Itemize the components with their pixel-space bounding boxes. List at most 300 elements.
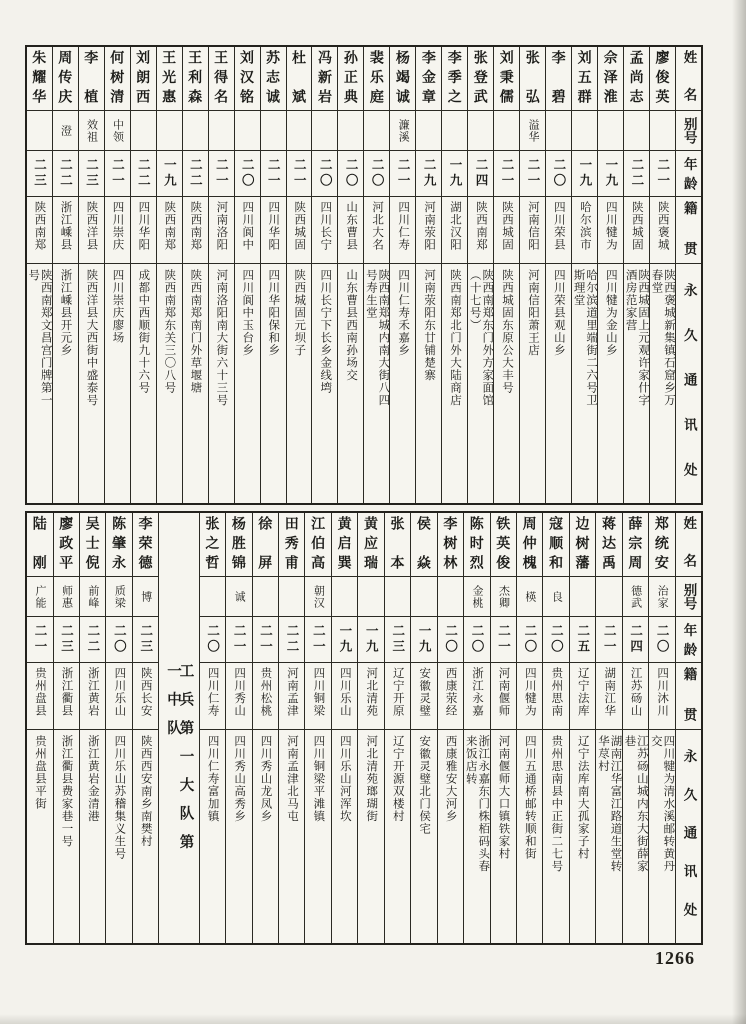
alias-cell-text: 德武 bbox=[629, 584, 642, 609]
age-cell-text: 二一 bbox=[525, 158, 540, 189]
name-cell-text: 李金章 bbox=[420, 50, 437, 103]
name-cell bbox=[27, 47, 52, 111]
name-cell-text: 周传庆 bbox=[57, 50, 74, 103]
native-cell-text: 浙江嵊县 bbox=[59, 201, 72, 251]
name-cell bbox=[546, 47, 571, 111]
native-cell-text: 河南洛阳 bbox=[215, 201, 228, 251]
native-cell-text: 陕西长安 bbox=[139, 667, 152, 717]
age-cell-text: 二一 bbox=[33, 624, 48, 655]
alias-cell bbox=[332, 577, 357, 617]
alias-cell-text: 中领 bbox=[111, 118, 124, 143]
age-cell bbox=[517, 617, 542, 663]
name-cell bbox=[261, 47, 286, 111]
person-column bbox=[384, 513, 410, 943]
header-alias-cell bbox=[676, 111, 701, 151]
person-column bbox=[519, 47, 545, 503]
native-cell-text: 陕西南郑 bbox=[163, 201, 176, 251]
alias-cell bbox=[598, 111, 623, 151]
age-cell-text: 二一 bbox=[292, 158, 307, 189]
native-cell bbox=[253, 663, 278, 730]
alias-cell bbox=[442, 111, 467, 151]
native-cell bbox=[543, 663, 568, 730]
age-cell bbox=[364, 151, 389, 197]
header-name-cell bbox=[676, 513, 701, 577]
person-column bbox=[389, 47, 415, 503]
header-alias-cell bbox=[676, 577, 701, 617]
address-cell-text: 山东曹县西南孙场交 bbox=[345, 269, 358, 382]
header-age-cell-text: 年龄 bbox=[681, 157, 697, 190]
native-cell bbox=[287, 197, 312, 264]
age-cell bbox=[253, 617, 278, 663]
address-cell bbox=[364, 264, 389, 503]
address-cell bbox=[494, 264, 519, 503]
address-cell-text: 河南信阳萧王店 bbox=[526, 269, 539, 357]
native-cell bbox=[261, 197, 286, 264]
alias-cell-text: 治家 bbox=[656, 584, 669, 609]
roster-table-top bbox=[25, 45, 703, 505]
address-cell bbox=[358, 730, 383, 943]
alias-cell bbox=[200, 577, 225, 617]
name-cell-text: 李树林 bbox=[442, 516, 459, 569]
native-cell-text: 陕西洋县 bbox=[85, 201, 98, 251]
alias-cell bbox=[543, 577, 568, 617]
name-cell bbox=[598, 47, 623, 111]
header-address-cell bbox=[676, 730, 701, 943]
alias-cell bbox=[157, 111, 182, 151]
address-cell-text: 四川五通桥邮转顺和街 bbox=[523, 735, 536, 860]
age-cell bbox=[183, 151, 208, 197]
name-cell-text: 黄启巽 bbox=[336, 516, 353, 569]
person-column bbox=[104, 47, 130, 503]
native-cell bbox=[157, 197, 182, 264]
native-cell bbox=[80, 663, 105, 730]
age-cell bbox=[261, 151, 286, 197]
person-column bbox=[463, 513, 489, 943]
header-address-cell-text: 永久通讯处 bbox=[681, 283, 697, 476]
age-cell-text: 二三 bbox=[32, 158, 47, 189]
native-cell bbox=[546, 197, 571, 264]
name-cell bbox=[131, 47, 156, 111]
address-cell bbox=[411, 730, 436, 943]
name-cell-text: 刘汉铭 bbox=[239, 50, 256, 103]
person-column bbox=[493, 47, 519, 503]
age-cell bbox=[157, 151, 182, 197]
address-cell bbox=[650, 264, 675, 503]
address-cell bbox=[200, 730, 225, 943]
name-cell-text: 苏志诚 bbox=[265, 50, 282, 103]
alias-cell-text: 澄 bbox=[59, 124, 72, 137]
name-cell-text: 郑统安 bbox=[653, 516, 670, 569]
age-cell bbox=[27, 617, 52, 663]
name-cell bbox=[200, 513, 225, 577]
name-cell bbox=[468, 47, 493, 111]
native-cell-text: 河南偃师 bbox=[497, 667, 510, 717]
alias-cell bbox=[79, 111, 104, 151]
person-column bbox=[490, 513, 516, 943]
native-cell bbox=[133, 663, 158, 730]
alias-cell bbox=[416, 111, 441, 151]
name-cell-text: 陆刚 bbox=[31, 516, 48, 569]
person-column bbox=[622, 513, 648, 943]
alias-cell bbox=[358, 577, 383, 617]
native-cell bbox=[106, 663, 131, 730]
alias-cell bbox=[520, 111, 545, 151]
address-cell-text: 四川犍为金山乡 bbox=[604, 269, 617, 357]
alias-cell bbox=[364, 111, 389, 151]
alias-cell bbox=[27, 577, 52, 617]
address-cell-text: 成都中西顺街九十六号 bbox=[137, 269, 150, 394]
name-cell bbox=[235, 47, 260, 111]
age-cell-text: 二二 bbox=[284, 624, 299, 655]
name-cell bbox=[312, 47, 337, 111]
native-cell-text: 河北清苑 bbox=[365, 667, 378, 717]
person-column bbox=[252, 513, 278, 943]
age-cell-text: 一九 bbox=[364, 624, 379, 655]
person-column bbox=[337, 47, 363, 503]
native-cell bbox=[572, 197, 597, 264]
age-cell-text: 二一 bbox=[655, 158, 670, 189]
age-cell bbox=[79, 151, 104, 197]
age-cell bbox=[649, 617, 674, 663]
header-age-cell bbox=[676, 151, 701, 197]
address-cell bbox=[80, 730, 105, 943]
person-column bbox=[516, 513, 542, 943]
age-cell bbox=[623, 617, 648, 663]
alias-cell bbox=[570, 577, 595, 617]
header-alias-cell-text: 别号 bbox=[681, 583, 697, 610]
name-cell bbox=[54, 513, 79, 577]
address-cell bbox=[133, 730, 158, 943]
age-cell-text: 一九 bbox=[417, 624, 432, 655]
address-cell bbox=[520, 264, 545, 503]
age-cell bbox=[494, 151, 519, 197]
unit-divider-cell bbox=[159, 513, 198, 943]
native-cell bbox=[438, 663, 463, 730]
address-cell bbox=[491, 730, 516, 943]
header-name-cell-text: 姓名 bbox=[681, 516, 697, 567]
native-cell bbox=[411, 663, 436, 730]
address-cell-text: 辽宁开源双楼村 bbox=[391, 735, 404, 823]
person-column bbox=[415, 47, 441, 503]
address-cell-text: 四川荣县观山乡 bbox=[552, 269, 565, 357]
person-column bbox=[182, 47, 208, 503]
person-column bbox=[53, 513, 79, 943]
name-cell-text: 寇顺和 bbox=[548, 516, 565, 569]
name-cell-text: 薛宗周 bbox=[627, 516, 644, 569]
person-column bbox=[208, 47, 234, 503]
age-cell bbox=[596, 617, 621, 663]
person-column bbox=[357, 513, 383, 943]
person-column bbox=[363, 47, 389, 503]
person-column bbox=[571, 47, 597, 503]
age-cell bbox=[209, 151, 234, 197]
age-cell bbox=[106, 617, 131, 663]
age-cell bbox=[572, 151, 597, 197]
person-column bbox=[156, 47, 182, 503]
name-cell-text: 张本 bbox=[389, 516, 406, 569]
alias-cell-text: 博 bbox=[139, 590, 152, 603]
name-cell-text: 王得名 bbox=[213, 50, 230, 103]
address-cell bbox=[390, 264, 415, 503]
name-cell-text: 刘朗西 bbox=[135, 50, 152, 103]
header-native-cell bbox=[676, 197, 701, 264]
person-column bbox=[27, 513, 52, 943]
address-cell bbox=[543, 730, 568, 943]
name-cell-text: 冯新岩 bbox=[316, 50, 333, 103]
age-cell-text: 二一 bbox=[258, 624, 273, 655]
age-cell-text: 一九 bbox=[337, 624, 352, 655]
native-cell bbox=[491, 663, 516, 730]
native-cell-text: 四川华阳 bbox=[137, 201, 150, 251]
alias-cell bbox=[390, 111, 415, 151]
address-cell-text: 陕西城固元坝子 bbox=[293, 269, 306, 357]
age-cell-text: 二三 bbox=[138, 624, 153, 655]
address-cell bbox=[27, 730, 52, 943]
name-cell bbox=[464, 513, 489, 577]
alias-cell bbox=[131, 111, 156, 151]
native-cell bbox=[183, 197, 208, 264]
native-cell bbox=[105, 197, 130, 264]
alias-cell bbox=[312, 111, 337, 151]
age-cell bbox=[133, 617, 158, 663]
address-cell bbox=[546, 264, 571, 503]
native-cell bbox=[517, 663, 542, 730]
native-cell bbox=[650, 197, 675, 264]
native-cell bbox=[494, 197, 519, 264]
name-cell bbox=[287, 47, 312, 111]
age-cell bbox=[235, 151, 260, 197]
alias-cell-text: 诚 bbox=[233, 590, 246, 603]
alias-cell bbox=[53, 111, 78, 151]
native-cell bbox=[338, 197, 363, 264]
name-cell bbox=[209, 47, 234, 111]
native-cell-text: 四川华阳 bbox=[267, 201, 280, 251]
native-cell-text: 江苏砀山 bbox=[629, 667, 642, 717]
native-cell bbox=[358, 663, 383, 730]
name-cell bbox=[332, 513, 357, 577]
name-cell bbox=[520, 47, 545, 111]
age-cell-text: 二四 bbox=[474, 158, 489, 189]
alias-cell bbox=[261, 111, 286, 151]
age-cell bbox=[200, 617, 225, 663]
alias-cell bbox=[279, 577, 304, 617]
native-cell-text: 贵州思南 bbox=[550, 667, 563, 717]
name-cell bbox=[411, 513, 436, 577]
alias-cell bbox=[491, 577, 516, 617]
native-cell-text: 四川仁寿 bbox=[206, 667, 219, 717]
alias-cell-text: 广能 bbox=[34, 584, 47, 609]
alias-cell bbox=[80, 577, 105, 617]
address-cell bbox=[385, 730, 410, 943]
person-column bbox=[441, 47, 467, 503]
name-cell bbox=[226, 513, 251, 577]
address-cell-text: 陕西南郑文昌宫门牌第一号 bbox=[27, 269, 52, 407]
address-cell-text: 四川华阳保和乡 bbox=[267, 269, 280, 357]
name-cell-text: 孙正典 bbox=[342, 50, 359, 103]
name-cell bbox=[279, 513, 304, 577]
person-column bbox=[437, 513, 463, 943]
alias-cell bbox=[133, 577, 158, 617]
age-cell-text: 二一 bbox=[496, 624, 511, 655]
scan-bottom-shade bbox=[0, 1014, 746, 1024]
age-cell bbox=[546, 151, 571, 197]
header-column bbox=[675, 513, 701, 943]
native-cell-text: 四川乐山 bbox=[113, 667, 126, 717]
alias-cell bbox=[287, 111, 312, 151]
alias-cell bbox=[468, 111, 493, 151]
person-column bbox=[234, 47, 260, 503]
native-cell bbox=[226, 663, 251, 730]
alias-cell bbox=[494, 111, 519, 151]
person-column bbox=[569, 513, 595, 943]
native-cell bbox=[624, 197, 649, 264]
name-cell-text: 张之哲 bbox=[204, 516, 221, 569]
name-cell-text: 李荣德 bbox=[137, 516, 154, 569]
age-cell bbox=[131, 151, 156, 197]
address-cell-text: 河南孟津北马屯 bbox=[285, 735, 298, 823]
name-cell-text: 裴乐庭 bbox=[368, 50, 385, 103]
age-cell bbox=[358, 617, 383, 663]
address-cell-text: 四川阆中玉台乡 bbox=[241, 269, 254, 357]
name-cell bbox=[624, 47, 649, 111]
address-cell-text: 四川乐山河浑坎 bbox=[338, 735, 351, 823]
person-column bbox=[132, 513, 158, 943]
alias-cell bbox=[105, 111, 130, 151]
address-cell-text: 四川仁寿富加镇 bbox=[206, 735, 219, 823]
alias-cell bbox=[183, 111, 208, 151]
alias-cell-text: 质梁 bbox=[113, 584, 126, 609]
alias-cell-text: 金桃 bbox=[471, 584, 484, 609]
alias-cell bbox=[464, 577, 489, 617]
age-cell-text: 二一 bbox=[232, 624, 247, 655]
native-cell-text: 山东曹县 bbox=[345, 201, 358, 251]
age-cell-text: 一九 bbox=[603, 158, 618, 189]
header-native-cell-text: 籍贯 bbox=[681, 667, 697, 721]
alias-cell-text: 师惠 bbox=[60, 584, 73, 609]
age-cell-text: 二〇 bbox=[549, 624, 564, 655]
native-cell-text: 陕西南郑 bbox=[33, 201, 46, 251]
native-cell bbox=[305, 663, 330, 730]
name-cell-text: 李碧 bbox=[550, 50, 567, 103]
age-cell-text: 二〇 bbox=[112, 624, 127, 655]
address-cell-text: 陕西城固上元观许家什字酒房范家营 bbox=[624, 269, 650, 407]
age-cell bbox=[438, 617, 463, 663]
address-cell-text: 四川乐山苏稽集义生号 bbox=[113, 735, 126, 860]
native-cell-text: 河南信阳 bbox=[526, 201, 539, 251]
name-cell bbox=[596, 513, 621, 577]
native-cell bbox=[464, 663, 489, 730]
alias-cell-text: 前峰 bbox=[86, 584, 99, 609]
person-column bbox=[260, 47, 286, 503]
address-cell-text: 陕西褒城新集镇石窟乡万春堂 bbox=[650, 269, 676, 407]
person-column bbox=[331, 513, 357, 943]
native-cell-text: 浙江永嘉 bbox=[471, 667, 484, 717]
address-cell-text: 陕西南郑东门外方家面馆（十七号） bbox=[468, 269, 494, 407]
name-cell-text: 廖政平 bbox=[58, 516, 75, 569]
name-cell bbox=[358, 513, 383, 577]
age-cell-text: 一九 bbox=[577, 158, 592, 189]
name-cell bbox=[157, 47, 182, 111]
age-cell bbox=[411, 617, 436, 663]
alias-cell-text: 濂溪 bbox=[397, 118, 410, 143]
native-cell bbox=[385, 663, 410, 730]
name-cell bbox=[338, 47, 363, 111]
address-cell-text: 陕西南郑北门外大陆商店 bbox=[449, 269, 462, 407]
name-cell-text: 周仲槐 bbox=[521, 516, 538, 569]
address-cell-text: 四川铜梁平滩镇 bbox=[312, 735, 325, 823]
native-cell-text: 四川秀山 bbox=[233, 667, 246, 717]
name-cell-text: 黄应瑞 bbox=[363, 516, 380, 569]
address-cell bbox=[649, 730, 674, 943]
age-cell-text: 二一 bbox=[396, 158, 411, 189]
header-address-cell-text: 永久通讯处 bbox=[681, 749, 697, 916]
age-cell bbox=[27, 151, 52, 197]
person-column bbox=[410, 513, 436, 943]
native-cell-text: 陕西褒城 bbox=[656, 201, 669, 251]
address-cell-text: 陕西西安南乡南樊村 bbox=[139, 735, 152, 848]
alias-cell bbox=[411, 577, 436, 617]
address-cell-text: 陕西南郑城内南大街八四号寿生堂 bbox=[364, 269, 390, 407]
alias-cell-text: 杰卿 bbox=[497, 584, 510, 609]
alias-cell bbox=[517, 577, 542, 617]
native-cell-text: 四川犍为 bbox=[523, 667, 536, 717]
alias-cell bbox=[305, 577, 330, 617]
alias-cell-text: 朝汉 bbox=[312, 584, 325, 609]
age-cell bbox=[464, 617, 489, 663]
address-cell-text: 四川仁寿禾嘉乡 bbox=[397, 269, 410, 357]
native-cell bbox=[200, 663, 225, 730]
name-cell bbox=[623, 513, 648, 577]
person-column bbox=[648, 513, 674, 943]
address-cell-text: 四川犍为清水溪邮转黄丹交 bbox=[649, 735, 675, 873]
address-cell bbox=[596, 730, 621, 943]
address-cell bbox=[27, 264, 52, 503]
address-cell bbox=[253, 730, 278, 943]
alias-cell bbox=[106, 577, 131, 617]
person-column bbox=[623, 47, 649, 503]
age-cell bbox=[491, 617, 516, 663]
address-cell-text: 四川崇庆廖场 bbox=[111, 269, 124, 344]
age-cell-text: 二一 bbox=[110, 158, 125, 189]
name-cell-text: 张登武 bbox=[472, 50, 489, 103]
address-cell bbox=[287, 264, 312, 503]
name-cell-text: 陈时烈 bbox=[468, 516, 485, 569]
address-cell bbox=[226, 730, 251, 943]
address-cell-text: 辽宁法库南大孤家子村 bbox=[576, 735, 589, 860]
address-cell bbox=[338, 264, 363, 503]
header-name-cell bbox=[676, 47, 701, 111]
age-cell bbox=[105, 151, 130, 197]
age-cell-text: 一九 bbox=[448, 158, 463, 189]
name-cell bbox=[438, 513, 463, 577]
address-cell bbox=[624, 264, 649, 503]
header-alias-cell-text: 别号 bbox=[681, 117, 697, 144]
address-cell bbox=[442, 264, 467, 503]
person-column bbox=[286, 47, 312, 503]
native-cell bbox=[442, 197, 467, 264]
native-cell-text: 浙江衢县 bbox=[60, 667, 73, 717]
alias-cell bbox=[209, 111, 234, 151]
age-cell bbox=[468, 151, 493, 197]
name-cell-text: 张弘 bbox=[524, 50, 541, 103]
native-cell-text: 安徽灵璧 bbox=[418, 667, 431, 717]
address-cell-text: 四川秀山龙凤乡 bbox=[259, 735, 272, 823]
name-cell-text: 徐屏 bbox=[257, 516, 274, 569]
name-cell bbox=[517, 513, 542, 577]
alias-cell-text: 楧 bbox=[523, 590, 536, 603]
header-name-cell-text: 姓名 bbox=[681, 50, 697, 101]
alias-cell-text: 溢华 bbox=[526, 118, 539, 143]
